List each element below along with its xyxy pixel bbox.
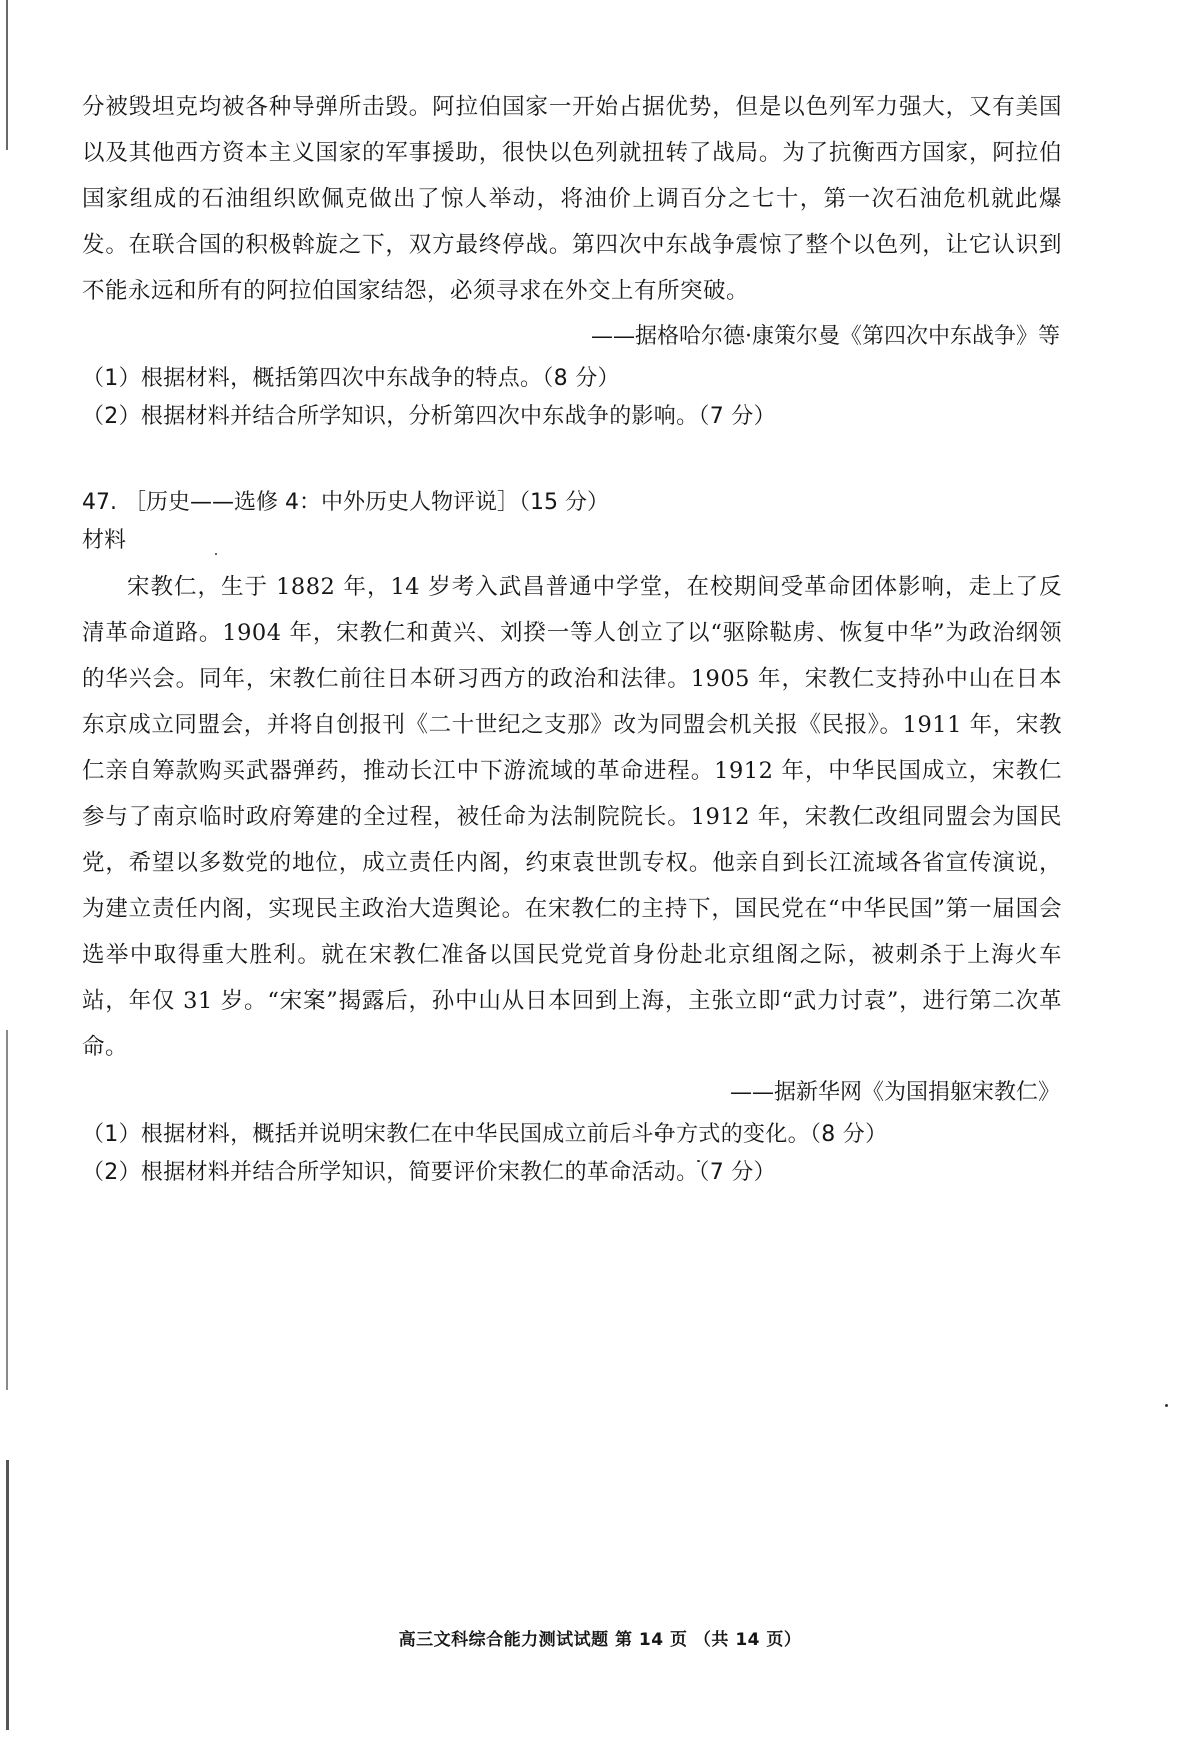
question-47-material-text: 宋教仁，生于 1882 年，14 岁考入武昌普通中学堂，在校期间受革命团体影响，走上了反清革命道路。1904 年，宋教仁和黄兴、刘揆一等人创立了以“驱除鞑虏、恢复中华”为政治纲领的华兴会。同年，宋教仁前往日本研习西方的政治和法律。1905 年，宋教仁支持孙中山在日本东京成立同盟会，并将自创报刊《二十世纪之支那》改为同盟会机关报《民报》。1911 年，宋教仁亲自筹款购买武器弹药，推动长江中下游流域的革命进程。1912 年，中华民国成立，宋教仁参与了南京临时政府筹建的全过程，被任命为法制院院长。1912 年，宋教仁改组同盟会为国民党，希望以多数党的地位，成立责任内阁，约束袁世凯专权。他亲自到长江流域各省宣传演说，为建立责任内阁，实现民主政治大造舆论。在宋教仁的主持下，国民党在“中华民国”第一届国会选举中取得重大胜利。就在宋教仁准备以国民党党首身份赴北京组阁之际，被刺杀于上海火车站，年仅 31 岁。“宋案”揭露后，孙中山从日本回到上海，主张立即“武力讨袁”，进行第二次革命。 [82, 574, 1062, 1060]
page-footer: 高三文科综合能力测试试题 第 14 页 （共 14 页） [398, 1630, 802, 1650]
scan-edge-mark [6, 1460, 9, 1730]
question-47-subquestions [82, 1116, 1062, 1192]
question-47-source-citation: ——据新华网《为国捐躯宋教仁》 [729, 1080, 1060, 1105]
exam-page-body [82, 84, 1062, 1192]
passage-source-citation: ——据格哈尔德·康策尔曼《第四次中东战争》等 [591, 324, 1060, 349]
passage-continued-text: 分被毁坦克均被各种导弹所击毁。阿拉伯国家一开始占据优势，但是以色列军力强大，又有美国以及其他西方资本主义国家的军事援助，很快以色列就扭转了战局。为了抗衡西方国家，阿拉伯国家组成的石油组织欧佩克做出了惊人举动，将油价上调百分之七十，第一次石油危机就此爆发。在联合国的积极斡旋之下，双方最终停战。第四次中东战争震惊了整个以色列，让它认识到不能永远和所有的阿拉伯国家结怨，必须寻求在外交上有所突破。 [82, 94, 1062, 304]
question-47-heading: 47. ［历史——选修 4：中外历史人物评说］（15 分） [82, 490, 609, 515]
scan-edge-mark [6, 0, 8, 150]
material-label: 材料 [82, 528, 127, 553]
question-46-part-2: （2）根据材料并结合所学知识，分析第四次中东战争的影响。（7 分） [82, 404, 776, 429]
question-46-subquestions [82, 360, 1062, 436]
scan-speck [1165, 1404, 1168, 1407]
question-47-part-2: （2）根据材料并结合所学知识，简要评价宋教仁的革命活动。（7 分） [82, 1160, 776, 1185]
question-47-part-1: （1）根据材料，概括并说明宋教仁在中华民国成立前后斗争方式的变化。（8 分） [82, 1122, 888, 1147]
scan-edge-mark [6, 1030, 8, 1390]
question-46-part-1: （1）根据材料，概括第四次中东战争的特点。（8 分） [82, 366, 620, 391]
